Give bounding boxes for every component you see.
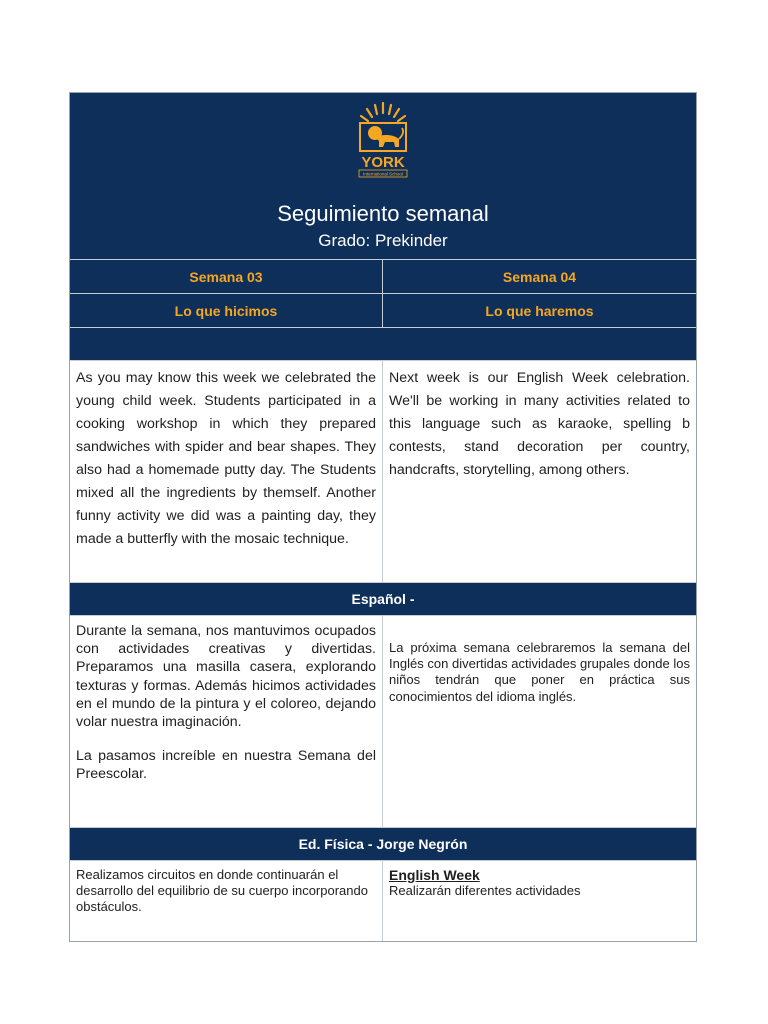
weekly-report-sheet bbox=[69, 92, 697, 942]
spanish-done-paragraph-2: La pasamos increíble en nuestra Semana del Preescolar. bbox=[76, 748, 376, 783]
english-done-text: As you may know this week we celebrated the young child week. Students participated in a cooking workshop in which they prepared sandwiches with spider and bear shapes. They also had a homemade putty day. The Students mixed all the ingredients by themself. Another funny activity we did was a painting day, they made a butterfly with the mosaic technique. bbox=[70, 361, 383, 582]
report-header bbox=[70, 93, 696, 260]
spanish-done-paragraph-1: Durante la semana, nos mantuvimos ocupados con actividades creativas y divertidas. Preparamos una masilla casera, explorando texturas y formas. Además hicimos actividades en el mundo de la pintura y el coloreo, dejando volar nuestra imaginación. bbox=[76, 623, 376, 731]
section-divider bbox=[70, 328, 696, 361]
pe-section-title: Ed. Física - Jorge Negrón bbox=[70, 828, 696, 861]
report-title: Seguimiento semanal bbox=[277, 201, 489, 226]
grade-label: Grado: Prekinder bbox=[318, 231, 448, 250]
spanish-done-cell bbox=[70, 616, 383, 827]
spanish-section-title: Español - bbox=[70, 583, 696, 616]
pe-plan-cell bbox=[383, 861, 696, 941]
spanish-row bbox=[70, 616, 696, 828]
logo-tagline: International School bbox=[363, 171, 403, 177]
weeks-row bbox=[70, 260, 696, 294]
logo-name: YORK bbox=[361, 154, 405, 171]
week-left-label: Semana 03 bbox=[70, 260, 383, 293]
english-week-title: English Week bbox=[389, 867, 480, 883]
spanish-plan-text: La próxima semana celebraremos la semana del Inglés con divertidas actividades grupales donde los niños tendrán que poner en práctica sus conocimientos del idioma inglés. bbox=[389, 640, 690, 704]
english-row bbox=[70, 361, 696, 583]
columns-row bbox=[70, 294, 696, 328]
column-done-label: Lo que hicimos bbox=[70, 294, 383, 327]
pe-done-text: Realizamos circuitos en donde continuarán el desarrollo del equilibrio de su cuerpo incorporando obstáculos. bbox=[70, 861, 383, 941]
york-lion-logo bbox=[355, 101, 411, 181]
pe-plan-text: Realizarán diferentes actividades bbox=[389, 883, 581, 899]
column-plan-label: Lo que haremos bbox=[485, 302, 594, 319]
english-plan-text: Next week is our English Week celebration. We'll be working in many activities related to this language such as karaoke, spelling b contests, stand decoration per country, handcrafts, storytelling, among others. bbox=[389, 370, 690, 478]
week-right-label: Semana 04 bbox=[502, 268, 577, 285]
pe-row bbox=[70, 861, 696, 941]
